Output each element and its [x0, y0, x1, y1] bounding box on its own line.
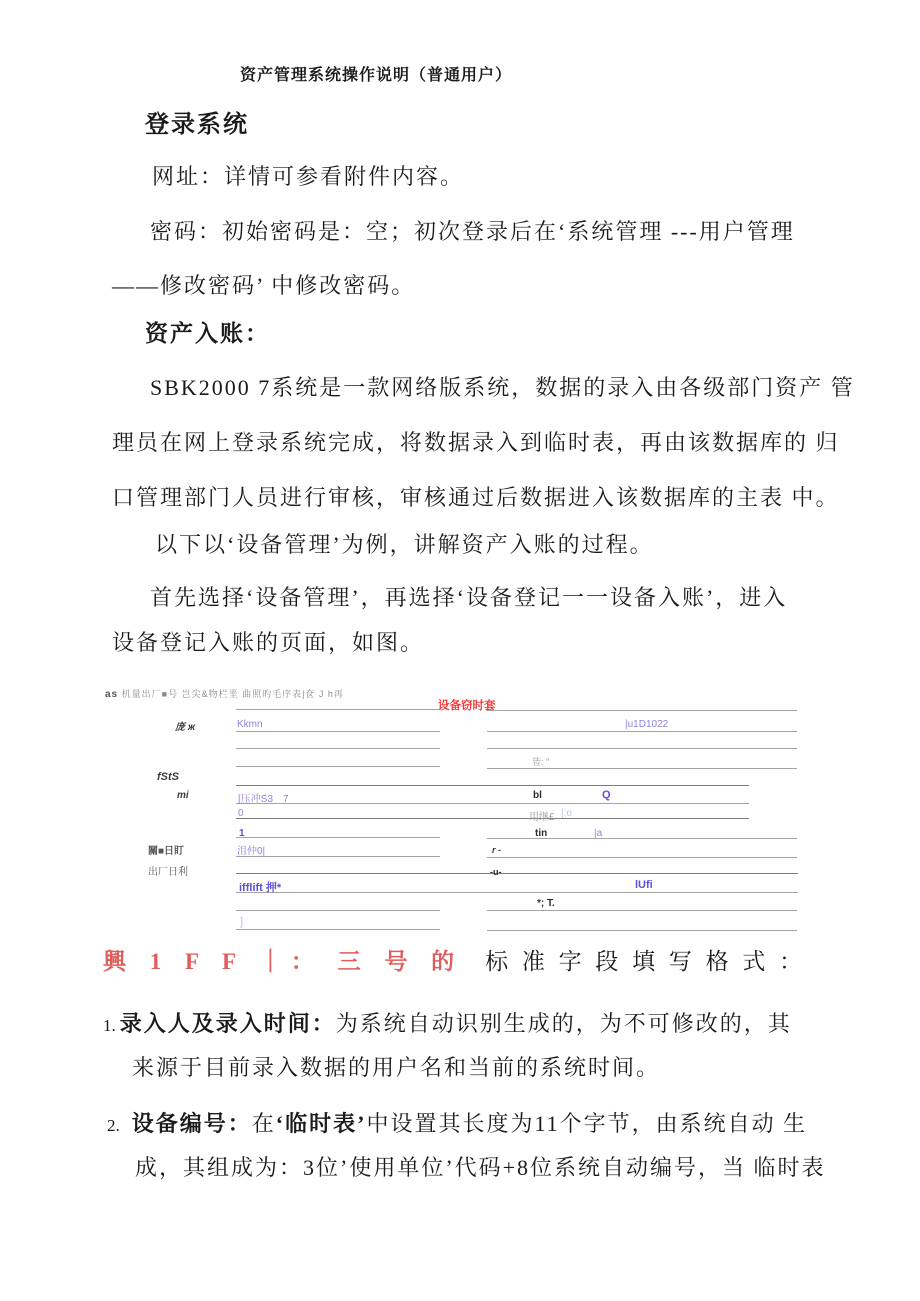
form-toolbar-prefix: as [105, 689, 119, 700]
para-select-line1: 首先选择‘设备管理’，再选择‘设备登记一一设备入账’，进入 [150, 585, 788, 610]
form-underline [236, 748, 440, 749]
field-value-bracket: ] [240, 916, 244, 928]
red-annotation-text: 興 1 F F ｜： 三 号 的 [103, 949, 464, 974]
field-value-tin: tin [535, 828, 548, 839]
para-password-line1: 密码：初始密码是：空；初次登录后在‘系统管理 ---用户管理 [150, 219, 795, 244]
field-label-factory-date: 出厂日利 [148, 867, 188, 878]
form-underline [236, 731, 440, 732]
heading-asset-entry: 资产入账： [145, 321, 270, 346]
field-value-zero: 0 [238, 808, 244, 819]
list-item-1-line2: 来源于目前录入数据的用户名和当前的系统时间。 [132, 1055, 661, 1080]
para-example: 以下以‘设备管理’为例，讲解资产入账的过程。 [155, 532, 654, 557]
form-underline [487, 930, 797, 931]
field-label-mi: mi [177, 790, 189, 801]
form-underline [236, 892, 798, 893]
form-underline [487, 748, 797, 749]
form-underline [487, 768, 797, 769]
para-password-line2: ——修改密码’ 中修改密码。 [112, 273, 416, 298]
form-underline [236, 856, 440, 857]
para-sbk-line2: 理员在网上登录系统完成，将数据录入到临时表，再由该数据库的 归 [112, 430, 840, 455]
red-annotation-line [103, 943, 806, 976]
form-underline [236, 929, 440, 930]
field-label-reg-date: 關■日盯 [148, 846, 185, 857]
list-item-1-text: 为系统自动识别生成的，为不可修改的，其 [335, 1011, 792, 1036]
field-label-fsts: fStS [157, 771, 179, 783]
field-value-kkmn: Kkmn [237, 719, 263, 730]
list-item-1-number: 1. [103, 1016, 116, 1035]
list-item-1-line1 [103, 1007, 792, 1038]
form-underline [487, 731, 797, 732]
heading-login-system: 登录系统 [145, 112, 249, 138]
list-item-2-line2: 成，其组成为：3位’使用单位’代码+8位系统自动编号，当 临时表 [135, 1155, 826, 1180]
field-label-row1: 庞 ж [175, 722, 196, 733]
form-underline [236, 837, 440, 838]
field-value-serial: |u1D1022 [625, 719, 669, 730]
form-underline [487, 710, 797, 711]
form-toolbar-label: 机量出厂■号 岂尖&物栏垩 曲照旳毛序表|奁 J h再 [121, 689, 344, 699]
field-value-bl: bl [533, 790, 542, 801]
form-underline [236, 910, 440, 911]
list-item-2-term: 设备编号： [131, 1111, 252, 1136]
form-toolbar-text [105, 687, 344, 700]
list-item-2-text: 中设置其长度为11个字节，由系统自动 生 [366, 1111, 808, 1136]
field-value-q: Q [602, 789, 611, 801]
list-item-1-term: 录入人及录入时间： [119, 1011, 336, 1036]
standard-field-format-label: 标 准 字 段 填 写 格 式 ： [485, 949, 807, 974]
form-underline [236, 709, 440, 710]
field-value-yachong: [压冲S3 7 [238, 794, 289, 805]
para-url: 网址：详情可参看附件内容。 [152, 164, 465, 189]
document-title: 资产管理系统操作说明（普通用户） [240, 67, 513, 84]
form-underline [236, 785, 749, 786]
form-underline [487, 838, 797, 839]
field-value-one: 1 [239, 828, 245, 839]
para-select-line2: 设备登记入账的页面，如图。 [112, 630, 425, 655]
form-underline [236, 873, 798, 874]
field-value-ia: |a [594, 828, 603, 839]
field-value-lufi: lUfi [635, 879, 653, 891]
field-value-r-dash: r - [492, 845, 501, 855]
field-value-ifflift: ifflift 押* [239, 882, 282, 894]
field-value-zuzhong: 沮仲0| [237, 846, 266, 857]
field-value-u-dash: -u- [490, 867, 502, 877]
list-item-2-line1 [107, 1107, 807, 1138]
embedded-form-screenshot [105, 686, 820, 936]
field-label-jie: 皆: ″ [532, 757, 550, 767]
list-item-2-number: 2. [107, 1116, 120, 1135]
form-underline [236, 803, 749, 804]
form-underline [487, 857, 797, 858]
field-value-t-star: *; T. [537, 898, 555, 909]
para-sbk-line3: 口管理部门人员进行审核，审核通过后数据进入该数据库的主表 中。 [112, 485, 840, 510]
para-sbk-line1: SBK2000 7系统是一款网络版系统，数据的录入由各级部门资产 管 [150, 375, 855, 400]
field-label-yongji: 用继£ [529, 812, 555, 823]
list-item-2-term2: ‘临时表’ [275, 1111, 367, 1136]
form-underline [487, 910, 797, 911]
field-value-io: |;o [561, 808, 572, 819]
form-underline [236, 766, 440, 767]
list-item-2-pre: 在 [251, 1111, 276, 1136]
form-title: 设备窃时套 [438, 700, 496, 712]
form-underline [236, 818, 749, 819]
